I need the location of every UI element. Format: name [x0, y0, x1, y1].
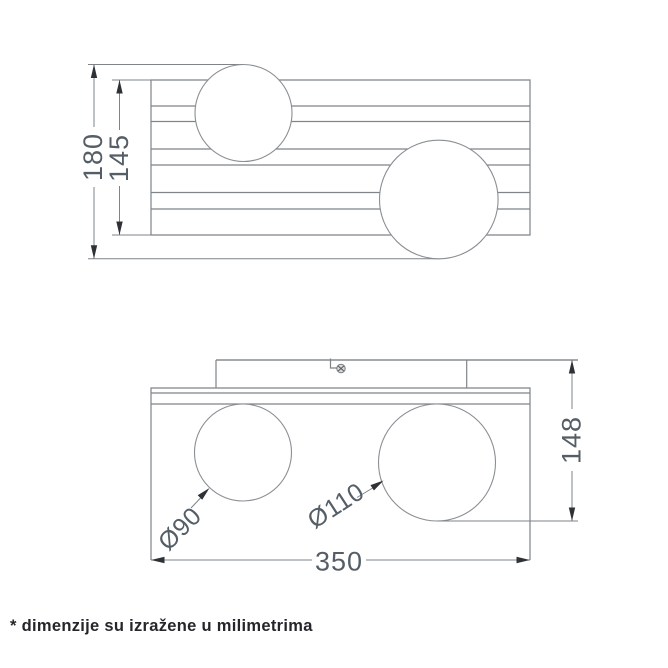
top-view	[78, 65, 530, 259]
arrowhead-down	[116, 222, 122, 236]
arrowhead-up	[116, 80, 122, 94]
arrowhead-down	[569, 508, 575, 522]
dimension-width-overall	[151, 547, 530, 577]
dimension-depth-body	[104, 80, 134, 235]
dim-label-small-globe-diameter: Ø90	[152, 501, 208, 557]
arrowhead-down	[91, 245, 97, 258]
units-note: * dimenzije su izražene u milimetrima	[10, 617, 313, 635]
arrowhead-up	[569, 360, 575, 374]
leader-large-globe	[303, 478, 386, 535]
dim-label-depth-overall: 180	[78, 132, 108, 182]
arrowhead-right	[517, 557, 531, 563]
large-globe-front-outline	[379, 404, 496, 521]
small-globe-front-outline	[195, 404, 292, 501]
arrowhead-left	[151, 557, 165, 563]
dim-label-depth-body: 145	[104, 133, 134, 183]
dim-label-width-overall: 350	[314, 546, 364, 577]
dim-label-large-globe-diameter: Ø110	[302, 477, 370, 535]
leader-small-globe	[153, 486, 212, 556]
dim-label-height-overall: 148	[556, 415, 587, 465]
large-globe-top-outline	[380, 140, 499, 259]
small-globe-top-outline	[195, 65, 292, 162]
front-view	[151, 359, 587, 577]
arrowhead-up	[91, 65, 97, 79]
